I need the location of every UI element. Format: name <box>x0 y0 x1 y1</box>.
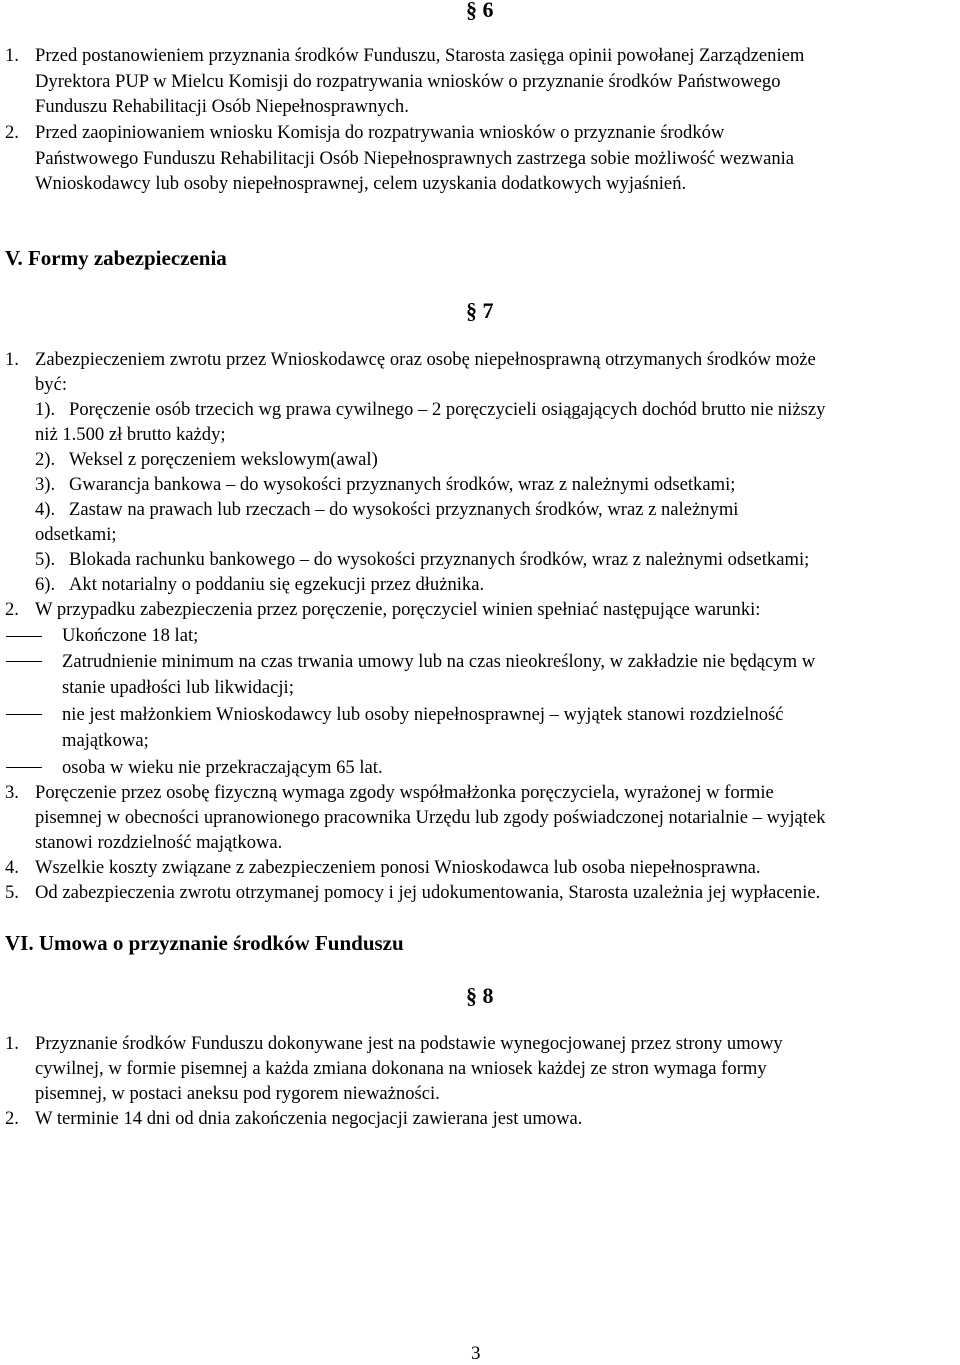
subitem-number: 4). <box>35 499 56 520</box>
paragraph-sign-7: § 7 <box>466 298 494 323</box>
item-text-line: Poręczenie przez osobę fizyczną wymaga zgody współmałżonka poręczyciela, wyrażonej w formie <box>35 782 774 803</box>
item-text-line: W terminie 14 dni od dnia zakończenia negocjacji zawierana jest umowa. <box>35 1108 583 1129</box>
item-text-line: Wszelkie koszty związane z zabezpieczeniem ponosi Wnioskodawca lub osoba niepełnosprawna. <box>35 857 761 878</box>
item-text-line: pisemnej w obecności upranowionego pracownika Urzędu lub zgody poświadczonej notarialnie – wyjątek <box>35 807 826 828</box>
item-text-line: pisemnej, w postaci aneksu pod rygorem nieważności. <box>35 1083 440 1104</box>
subitem-text-line: niż 1.500 zł brutto każdy; <box>35 424 226 445</box>
subitem-number: 5). <box>35 549 56 570</box>
item-number: 2. <box>5 122 19 143</box>
dash-bullet-icon <box>6 767 42 768</box>
item-text-line: Funduszu Rehabilitacji Osób Niepełnosprawnych. <box>35 96 409 117</box>
dash-bullet-icon <box>6 661 42 662</box>
subitem-text-line: Blokada rachunku bankowego – do wysokości przyznanych środków, wraz z należnymi odsetkami; <box>69 549 810 570</box>
item-text-line: stanowi rozdzielność majątkowa. <box>35 832 283 853</box>
subitem-text-line: Poręczenie osób trzecich wg prawa cywilnego – 2 poręczycieli osiągających dochód brutto nie niższy <box>69 399 826 420</box>
item-number: 4. <box>5 857 19 878</box>
subitem-text-line: Gwarancja bankowa – do wysokości przyznanych środków, wraz z należnymi odsetkami; <box>69 474 736 495</box>
item-number: 3. <box>5 782 19 803</box>
chapter-heading: VI. Umowa o przyznanie środków Funduszu <box>5 931 404 955</box>
subitem-number: 6). <box>35 574 56 595</box>
item-text-line: Państwowego Funduszu Rehabilitacji Osób Niepełnosprawnych zastrzega sobie możliwość wezwania <box>35 148 795 169</box>
item-number: 1. <box>5 45 19 66</box>
chapter-heading: V. Formy zabezpieczenia <box>5 246 227 270</box>
dash-bullet-icon <box>6 714 42 715</box>
item-text-line: Przyznanie środków Funduszu dokonywane jest na podstawie wynegocjowanej przez strony umowy <box>35 1033 783 1054</box>
item-text-line: Wnioskodawcy lub osoby niepełnosprawnej, celem uzyskania dodatkowych wyjaśnień. <box>35 173 687 194</box>
dash-bullet-icon <box>6 636 42 637</box>
subitem-text-line: Zastaw na prawach lub rzeczach – do wysokości przyznanych środków, wraz z należnymi <box>69 499 739 520</box>
condition-text-line: stanie upadłości lub likwidacji; <box>62 677 294 698</box>
item-text-line: Przed zaopiniowaniem wniosku Komisja do rozpatrywania wniosków o przyznanie środków <box>35 122 725 143</box>
item-text-line: W przypadku zabezpieczenia przez poręczenie, poręczyciel winien spełniać następujące warunki: <box>35 599 761 620</box>
condition-text-line: Zatrudnienie minimum na czas trwania umowy lub na czas nieokreślony, w zakładzie nie będącym w <box>62 651 816 672</box>
item-number: 5. <box>5 882 19 903</box>
subitem-text-line: Akt notarialny o poddaniu się egzekucji przez dłużnika. <box>69 574 485 595</box>
paragraph-sign-8: § 8 <box>466 983 494 1008</box>
item-number: 1. <box>5 1033 19 1054</box>
subitem-text-line: odsetkami; <box>35 524 117 545</box>
subitem-number: 1). <box>35 399 56 420</box>
condition-text-line: nie jest małżonkiem Wnioskodawcy lub osoby niepełnosprawnej – wyjątek stanowi rozdzielność <box>62 704 784 725</box>
item-number: 2. <box>5 1108 19 1129</box>
page-number: 3 <box>471 1343 481 1364</box>
item-text-line: Przed postanowieniem przyznania środków Funduszu, Starosta zasięga opinii powołanej Zarządzeniem <box>35 45 805 66</box>
condition-text-line: Ukończone 18 lat; <box>62 625 199 646</box>
subitem-text-line: Weksel z poręczeniem wekslowym(awal) <box>69 449 378 470</box>
condition-text-line: majątkowa; <box>62 730 149 751</box>
subitem-number: 3). <box>35 474 56 495</box>
subitem-number: 2). <box>35 449 56 470</box>
item-number: 1. <box>5 349 19 370</box>
item-text-line: być: <box>35 374 68 395</box>
paragraph-sign-6: § 6 <box>466 0 494 22</box>
item-text-line: Dyrektora PUP w Mielcu Komisji do rozpatrywania wniosków o przyznanie środków Państwowego <box>35 71 781 92</box>
condition-text-line: osoba w wieku nie przekraczającym 65 lat. <box>62 757 383 778</box>
item-text-line: cywilnej, w formie pisemnej a każda zmiana dokonana na wniosek każdej ze stron wymaga formy <box>35 1058 767 1079</box>
item-number: 2. <box>5 599 19 620</box>
item-text-line: Zabezpieczeniem zwrotu przez Wnioskodawcę oraz osobę niepełnosprawną otrzymanych środków może <box>35 349 816 370</box>
item-text-line: Od zabezpieczenia zwrotu otrzymanej pomocy i jej udokumentowania, Starosta uzależnia jej wypłacenie. <box>35 882 821 903</box>
